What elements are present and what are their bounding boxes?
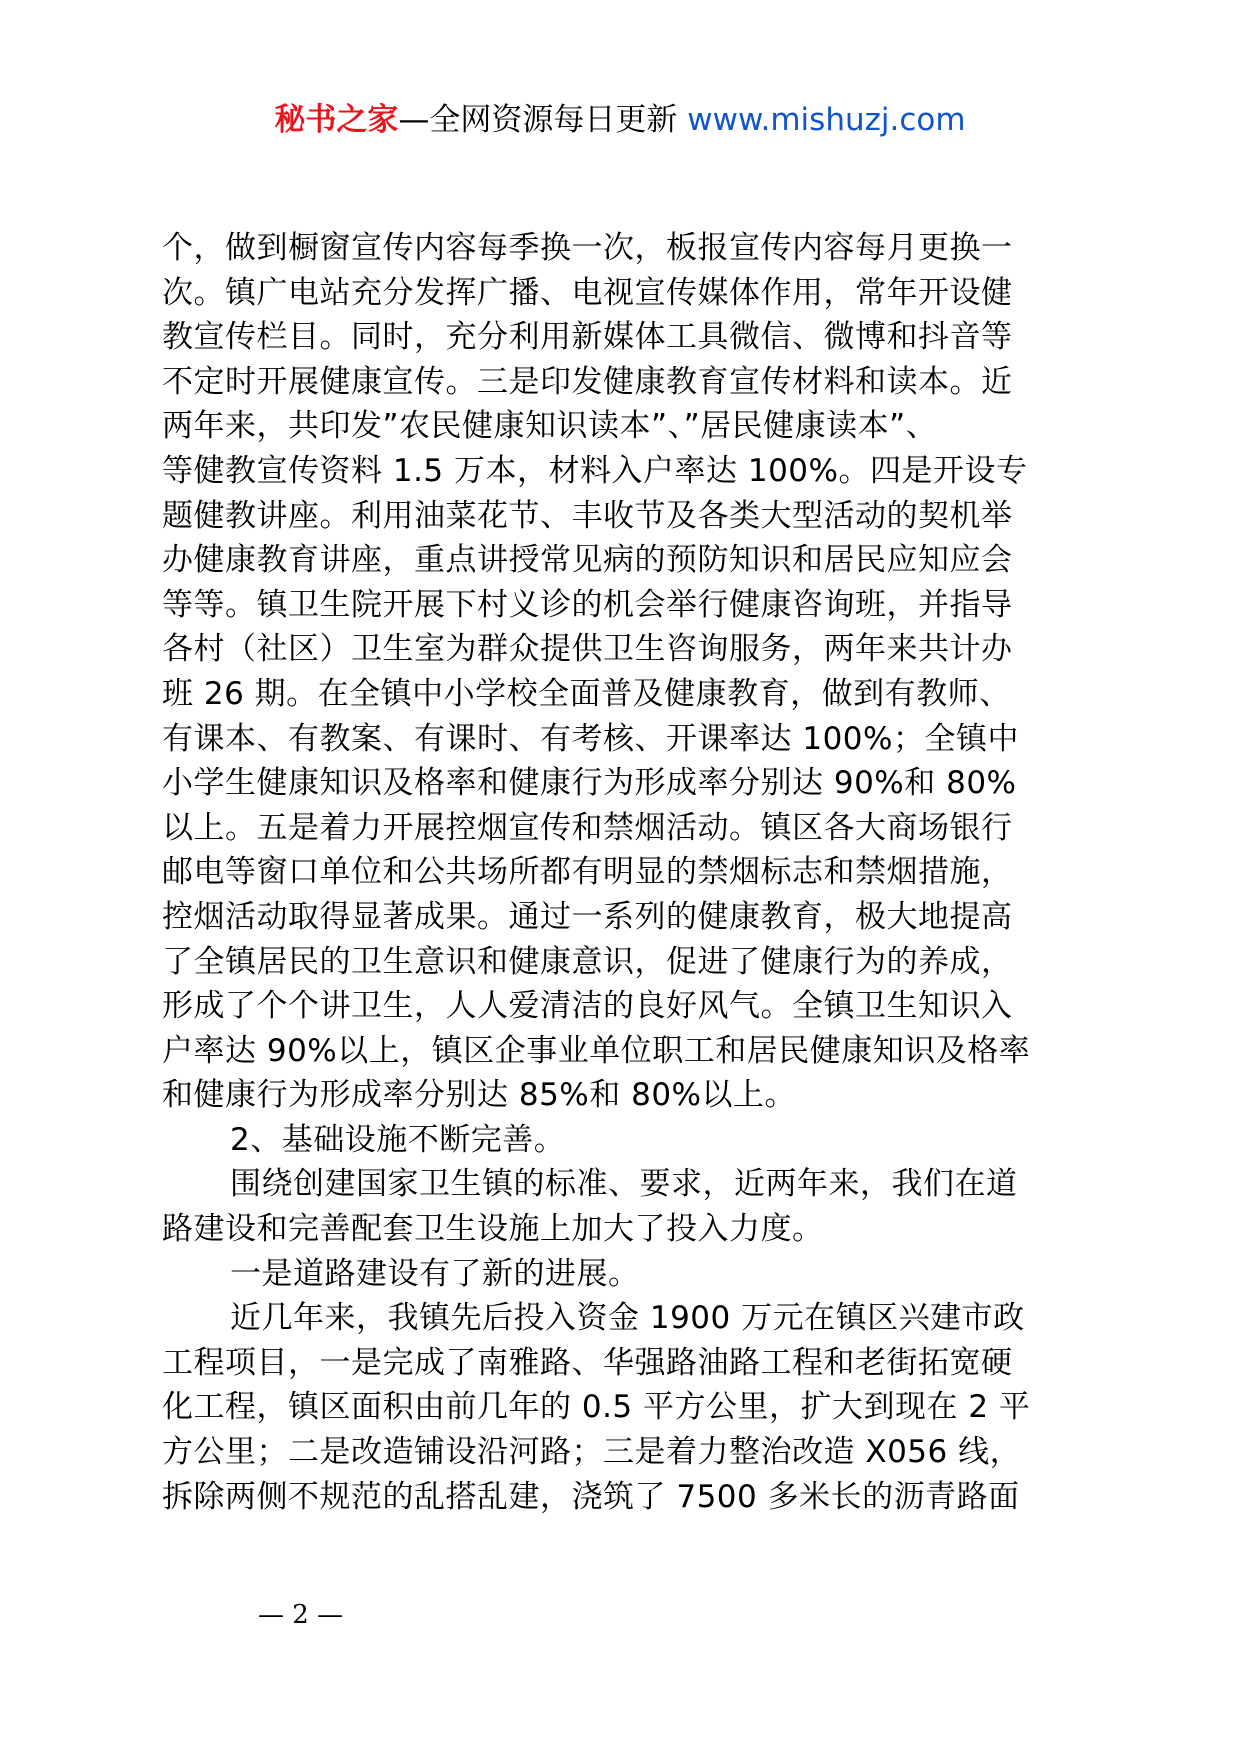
brand-name: 秘书之家 bbox=[274, 102, 399, 138]
page-number: — 2 — bbox=[258, 1600, 344, 1630]
body-line: 各村（社区）卫生室为群众提供卫生咨询服务，两年来共计办 bbox=[162, 631, 1013, 668]
body-line: 题健教讲座。利用油菜花节、丰收节及各类大型活动的契机举 bbox=[162, 497, 1013, 534]
body-line: 邮电等窗口单位和公共场所都有明显的禁烟标志和禁烟措施， bbox=[162, 854, 1013, 891]
body-line: 了全镇居民的卫生意识和健康意识，促进了健康行为的养成， bbox=[162, 943, 1013, 980]
body-line: 教宣传栏目。同时，充分利用新媒体工具微信、微博和抖音等 bbox=[162, 319, 1013, 356]
body-line: 等等。镇卫生院开展下村义诊的机会举行健康咨询班，并指导 bbox=[162, 586, 1013, 623]
site-header bbox=[0, 98, 1240, 142]
body-line: 办健康教育讲座，重点讲授常见病的预防知识和居民应知应会 bbox=[162, 542, 1013, 579]
body-line: 不定时开展健康宣传。三是印发健康教育宣传材料和读本。近 bbox=[162, 363, 1013, 400]
body-line: 和健康行为形成率分别达 85%和 80%以上。 bbox=[162, 1077, 797, 1114]
body-line: 班 26 期。在全镇中小学校全面普及健康教育，做到有教师、 bbox=[162, 675, 1011, 712]
body-line: 拆除两侧不规范的乱搭乱建，浇筑了 7500 多米长的沥青路面 bbox=[162, 1478, 1020, 1515]
body-line: 近几年来，我镇先后投入资金 1900 万元在镇区兴建市政 bbox=[230, 1300, 1025, 1337]
header-slogan: —全网资源每日更新 bbox=[398, 102, 688, 138]
body-line: 有课本、有教案、有课时、有考核、开课率达 100%；全镇中 bbox=[162, 720, 1019, 757]
body-line: 个，做到橱窗宣传内容每季换一次，板报宣传内容每月更换一 bbox=[162, 230, 1013, 266]
body-line: 两年来，共印发”农民健康知识读本”、”居民健康读本”、 bbox=[162, 408, 938, 445]
body-line: 以上。五是着力开展控烟宣传和禁烟活动。镇区各大商场银行 bbox=[162, 809, 1013, 846]
site-url-link[interactable]: www.mishuzj.com bbox=[687, 102, 966, 138]
document-body bbox=[162, 226, 1082, 1519]
body-line: 控烟活动取得显著成果。通过一系列的健康教育，极大地提高 bbox=[162, 898, 1013, 935]
body-line: 一是道路建设有了新的进展。 bbox=[230, 1255, 640, 1292]
body-line: 等健教宣传资料 1.5 万本，材料入户率达 100%。四是开设专 bbox=[162, 452, 1028, 489]
body-line: 2、基础设施不断完善。 bbox=[230, 1121, 566, 1158]
body-line: 工程项目，一是完成了南雅路、华强路油路工程和老街拓宽硬 bbox=[162, 1344, 1013, 1381]
body-line: 形成了个个讲卫生，人人爱清洁的良好风气。全镇卫生知识入 bbox=[162, 988, 1013, 1025]
body-line: 围绕创建国家卫生镇的标准、要求，近两年来，我们在道 bbox=[230, 1166, 1018, 1203]
body-line: 方公里；二是改造铺设沿河路；三是着力整治改造 X056 线， bbox=[162, 1434, 1022, 1471]
body-line: 化工程，镇区面积由前几年的 0.5 平方公里，扩大到现在 2 平 bbox=[162, 1389, 1031, 1426]
body-line: 次。镇广电站充分发挥广播、电视宣传媒体作用，常年开设健 bbox=[162, 274, 1013, 311]
body-line: 路建设和完善配套卫生设施上加大了投入力度。 bbox=[162, 1211, 824, 1248]
body-line: 户率达 90%以上，镇区企事业单位职工和居民健康知识及格率 bbox=[162, 1032, 1031, 1069]
body-line: 小学生健康知识及格率和健康行为形成率分别达 90%和 80% bbox=[162, 765, 1017, 802]
